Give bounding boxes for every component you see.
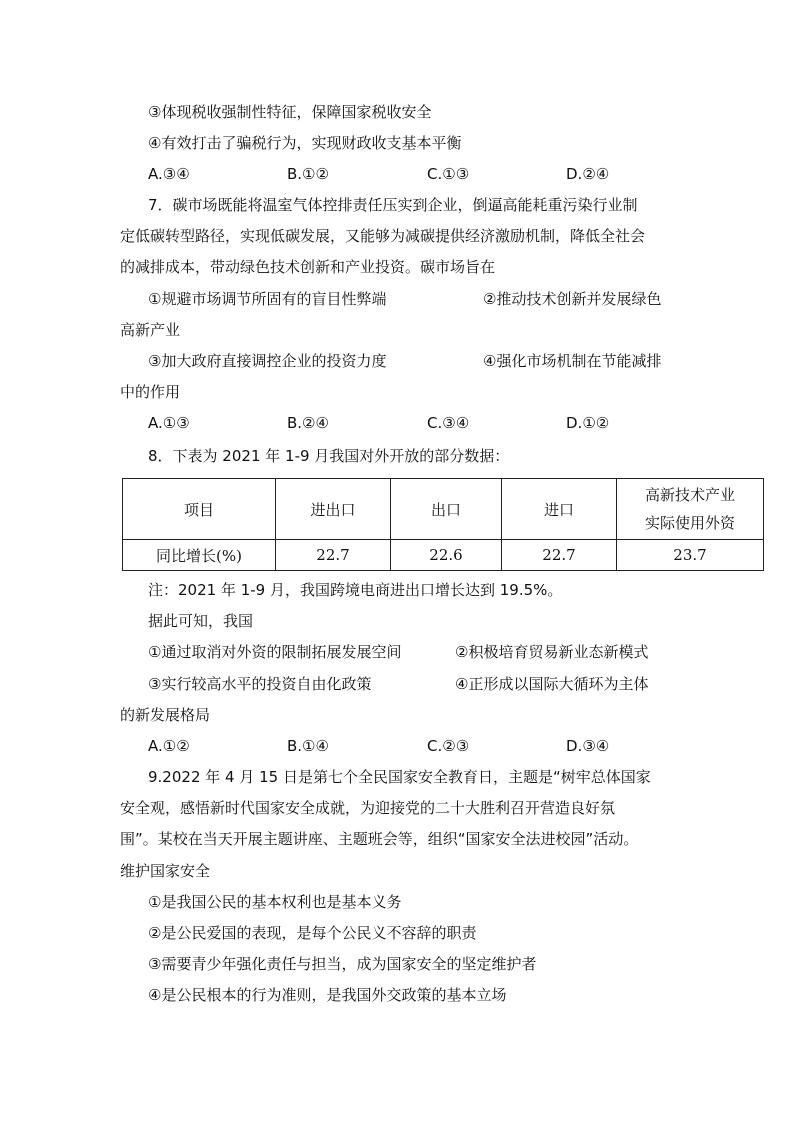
question7-option-4: ④强化市场机制在节能减排 [483,352,662,370]
question7-stem-line3: 的减排成本，带动绿色技术创新和产业投资。碳市场旨在 [120,258,496,276]
question7-choices [0,413,794,433]
question9-option-4: ④是公民根本的行为准则，是我国外交政策的基本立场 [148,986,507,1004]
question9-stem-line4: 维护国家安全 [120,862,211,880]
cell-value: 22.7 [276,540,391,571]
choice-b: B.①④ [287,737,329,755]
question9-stem-line1: 9.2022 年 4 月 15 日是第七个全民国家安全教育日，主题是“树牢总体国家 [148,768,651,786]
choice-a: A.①③ [148,414,190,432]
choice-a: A.①② [148,737,190,755]
question8-prompt: 据此可知，我国 [148,612,254,630]
table-row [123,540,764,571]
question8-option-2: ②积极培育贸易新业态新模式 [455,643,649,661]
question9-option-1: ①是我国公民的基本权利也是基本义务 [148,893,402,911]
question8-choices [0,736,794,756]
header-item: 项目 [123,479,276,540]
question6-option-4: ④有效打击了骗税行为，实现财政收支基本平衡 [148,134,462,152]
choice-a: A.③④ [148,165,190,183]
question8-option-3: ③实行较高水平的投资自由化政策 [148,675,372,693]
row-label: 同比增长(%) [123,540,276,571]
question8-option-1: ①通过取消对外资的限制拓展发展空间 [148,643,402,661]
question8-stem: 8．下表为 2021 年 1-9 月我国对外开放的部分数据： [148,447,510,465]
header-import-export: 进出口 [276,479,391,540]
choice-c: C.①③ [427,165,470,183]
question7-stem-line2: 定低碳转型路径，实现低碳发展，又能够为减碳提供经济激励机制，降低全社会 [120,227,646,245]
choice-c: C.②③ [427,737,470,755]
header-fdi-line2: 实际使用外资 [644,514,735,532]
header-import: 进口 [502,479,617,540]
header-fdi [617,479,764,540]
question9-option-3: ③需要青少年强化责任与担当，成为国家安全的坚定维护者 [148,955,537,973]
question9-stem-line3: 围”。某校在当天开展主题讲座、主题班会等，组织“国家安全法进校园”活动。 [120,830,639,848]
question8-option-4-cont: 的新发展格局 [120,706,211,724]
question7-option-1: ①规避市场调节所固有的盲目性弊端 [148,290,387,308]
question9-option-2: ②是公民爱国的表现，是每个公民义不容辞的职责 [148,924,477,942]
question8-option-4: ④正形成以国际大循环为主体 [455,675,649,693]
table-note: 注：2021 年 1-9 月，我国跨境电商进出口增长达到 19.5%。 [148,581,563,599]
choice-b: B.①② [287,165,329,183]
header-fdi-line1: 高新技术产业 [644,486,735,504]
question7-option-4-cont: 中的作用 [120,383,181,401]
choice-d: D.③④ [566,737,610,755]
question7-option-2-cont: 高新产业 [120,321,181,339]
question7-stem-line1: 7．碳市场既能将温室气体控排责任压实到企业，倒逼高能耗重污染行业制 [148,196,638,214]
question9-stem-line2: 安全观，感悟新时代国家安全成就，为迎接党的二十大胜利召开营造良好氛 [120,799,616,817]
question7-option-2: ②推动技术创新并发展绿色 [483,290,662,308]
cell-value: 22.6 [391,540,502,571]
choice-d: D.①② [566,414,610,432]
question7-option-3: ③加大政府直接调控企业的投资力度 [148,352,387,370]
data-table [122,478,764,571]
table-header-row [123,479,764,540]
choice-c: C.③④ [427,414,470,432]
question6-option-3: ③体现税收强制性特征，保障国家税收安全 [148,103,432,121]
header-export: 出口 [391,479,502,540]
cell-value: 23.7 [617,540,764,571]
cell-value: 22.7 [502,540,617,571]
choice-d: D.②④ [566,165,610,183]
question6-choices [0,164,794,184]
choice-b: B.②④ [287,414,329,432]
